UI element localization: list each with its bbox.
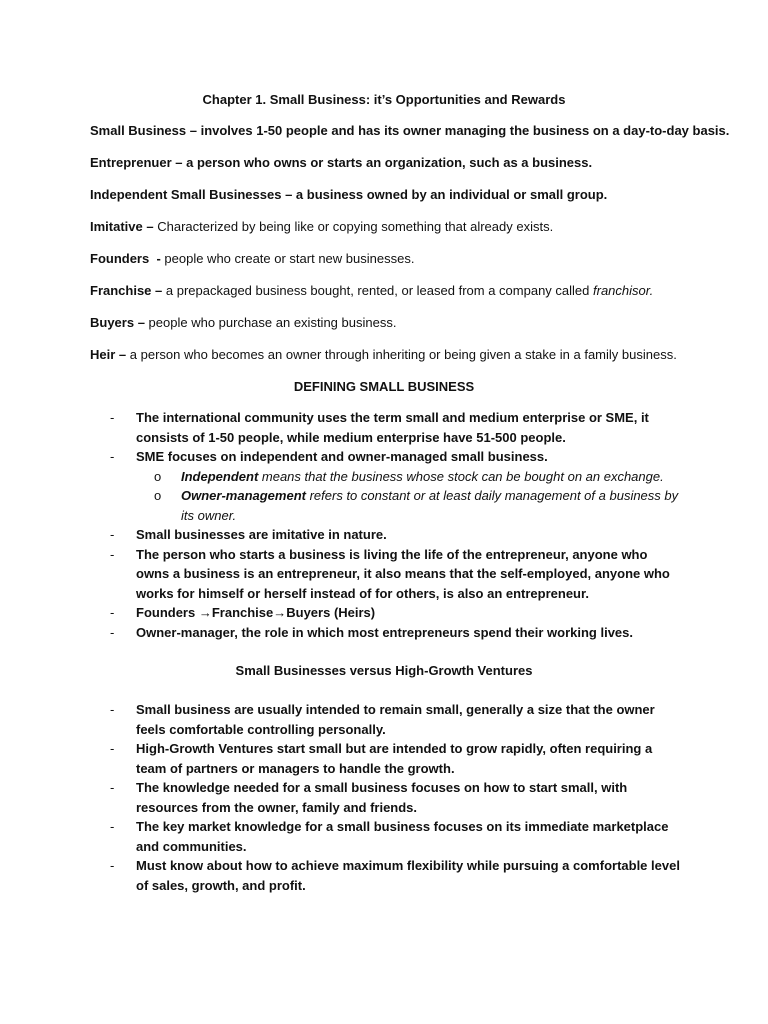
- definition-buyers: [90, 313, 690, 333]
- sub-list-item: [154, 467, 680, 487]
- dash-bullet: -: [110, 819, 115, 834]
- definition-term: Entreprenuer: [90, 155, 172, 170]
- list-item-text: The knowledge needed for a small business focuses on how to start small, with resources from the owner, family and friends.: [136, 780, 628, 815]
- page-title: Chapter 1. Small Business: it’s Opportunities and Rewards: [202, 92, 566, 107]
- definition-term: Heir: [90, 347, 116, 362]
- definition-term: Franchise: [90, 283, 152, 298]
- list-item-text: Small business are usually intended to remain small, generally a size that the owner feels comfortable controlling personally.: [136, 702, 655, 737]
- section-heading-high-growth: Small Businesses versus High-Growth Ventures: [235, 663, 533, 678]
- definition-term: Buyers: [90, 315, 135, 330]
- list-item-text: SME focuses on independent and owner-managed small business.: [136, 449, 548, 464]
- definition-entreprenuer: [90, 153, 690, 173]
- list-item: [110, 408, 680, 447]
- dash-bullet: -: [110, 858, 115, 873]
- definition-imitative: [90, 217, 690, 237]
- definition-founders: [90, 249, 690, 269]
- definition-separator: -: [149, 251, 165, 266]
- definition-separator: –: [186, 123, 201, 138]
- definition-franchise: [90, 281, 690, 301]
- definition-text: a person who owns or starts an organization, such as a business.: [186, 155, 593, 170]
- list-item: [110, 817, 680, 856]
- definition-term: Imitative: [90, 219, 143, 234]
- dash-bullet: -: [110, 741, 115, 756]
- sub-item-term: Independent: [181, 468, 259, 484]
- dash-bullet: -: [110, 624, 115, 640]
- definition-text: people who purchase an existing business.: [148, 315, 397, 330]
- definition-text: a business owned by an individual or small group.: [295, 187, 608, 202]
- list-item: [110, 856, 680, 895]
- list-item-text: Owner-manager, the role in which most entrepreneurs spend their working lives.: [136, 624, 634, 640]
- defining-small-business-list: [110, 408, 680, 642]
- list-item-text: Must know about how to achieve maximum flexibility while pursuing a comfortable level of sales, growth, and profit.: [136, 858, 680, 893]
- list-item: [110, 525, 680, 545]
- list-item-text: Small businesses are imitative in nature.: [136, 527, 387, 542]
- list-item-text: The international community uses the term small and medium enterprise or SME, it consists of 1-50 people, while medium enterprise have 51-500 people.: [136, 410, 649, 445]
- definition-term: Small Business: [90, 123, 187, 138]
- dash-bullet: -: [110, 546, 115, 562]
- section-heading-defining-small-business: DEFINING SMALL BUSINESS: [293, 379, 475, 394]
- definition-term: Independent Small Businesses: [90, 187, 282, 202]
- sub-list: [136, 467, 680, 526]
- sub-item-term: Owner-management: [181, 488, 306, 503]
- dash-bullet: -: [110, 410, 115, 425]
- definition-separator: –: [281, 187, 296, 202]
- definition-separator: –: [142, 219, 158, 234]
- definition-text: a person who becomes an owner through inheriting or being given a stake in a family business.: [129, 347, 677, 362]
- definition-text: involves 1-50 people and has its owner managing the business on a day-to-day basis.: [200, 123, 730, 138]
- definition-separator: –: [171, 155, 187, 170]
- sub-item-text: means that the business whose stock can be bought on an exchange.: [258, 468, 664, 484]
- definition-small-business: [90, 121, 730, 141]
- circle-bullet: o: [154, 488, 162, 503]
- definition-separator: –: [134, 315, 149, 330]
- list-item: [110, 545, 680, 604]
- definition-term: Founders: [90, 251, 150, 266]
- list-item: [110, 603, 680, 623]
- dash-bullet: -: [110, 449, 115, 464]
- definition-separator: –: [115, 347, 130, 362]
- definition-heir: [90, 345, 690, 365]
- list-item-text: The key market knowledge for a small business focuses on its immediate marketplace and communities.: [136, 819, 669, 854]
- definition-italic-text: franchisor.: [593, 283, 654, 298]
- list-item-text: Founders →Franchise→Buyers (Heirs): [136, 605, 376, 620]
- list-item: [110, 739, 680, 778]
- definition-independent-small-businesses: [90, 185, 690, 205]
- dash-bullet: -: [110, 527, 115, 542]
- high-growth-list: [110, 700, 680, 895]
- sub-item-text: refers to constant or at least daily management of a business by its owner.: [181, 488, 679, 523]
- definition-text: Characterized by being like or copying something that already exists.: [157, 219, 554, 234]
- dash-bullet: -: [110, 702, 115, 717]
- list-item: [110, 778, 680, 817]
- dash-bullet: -: [110, 780, 115, 795]
- list-item-text: High-Growth Ventures start small but are intended to grow rapidly, often requiring a team of partners or managers to handle the growth.: [136, 741, 653, 776]
- sub-list-item: [154, 486, 680, 525]
- definition-text: a prepackaged business bought, rented, or leased from a company called: [165, 283, 593, 298]
- list-item: [110, 700, 680, 739]
- list-item-text: The person who starts a business is living the life of the entrepreneur, anyone who owns a business is an entrepreneur, it also means that the self-employed, anyone who works for himself or herself instead of for others, is also an entrepreneur.: [136, 546, 670, 601]
- definition-text: people who create or start new businesses.: [164, 251, 415, 266]
- list-item: [110, 447, 680, 525]
- definition-separator: –: [151, 283, 166, 298]
- list-item: [110, 623, 680, 643]
- circle-bullet: o: [154, 468, 162, 484]
- dash-bullet: -: [110, 605, 115, 620]
